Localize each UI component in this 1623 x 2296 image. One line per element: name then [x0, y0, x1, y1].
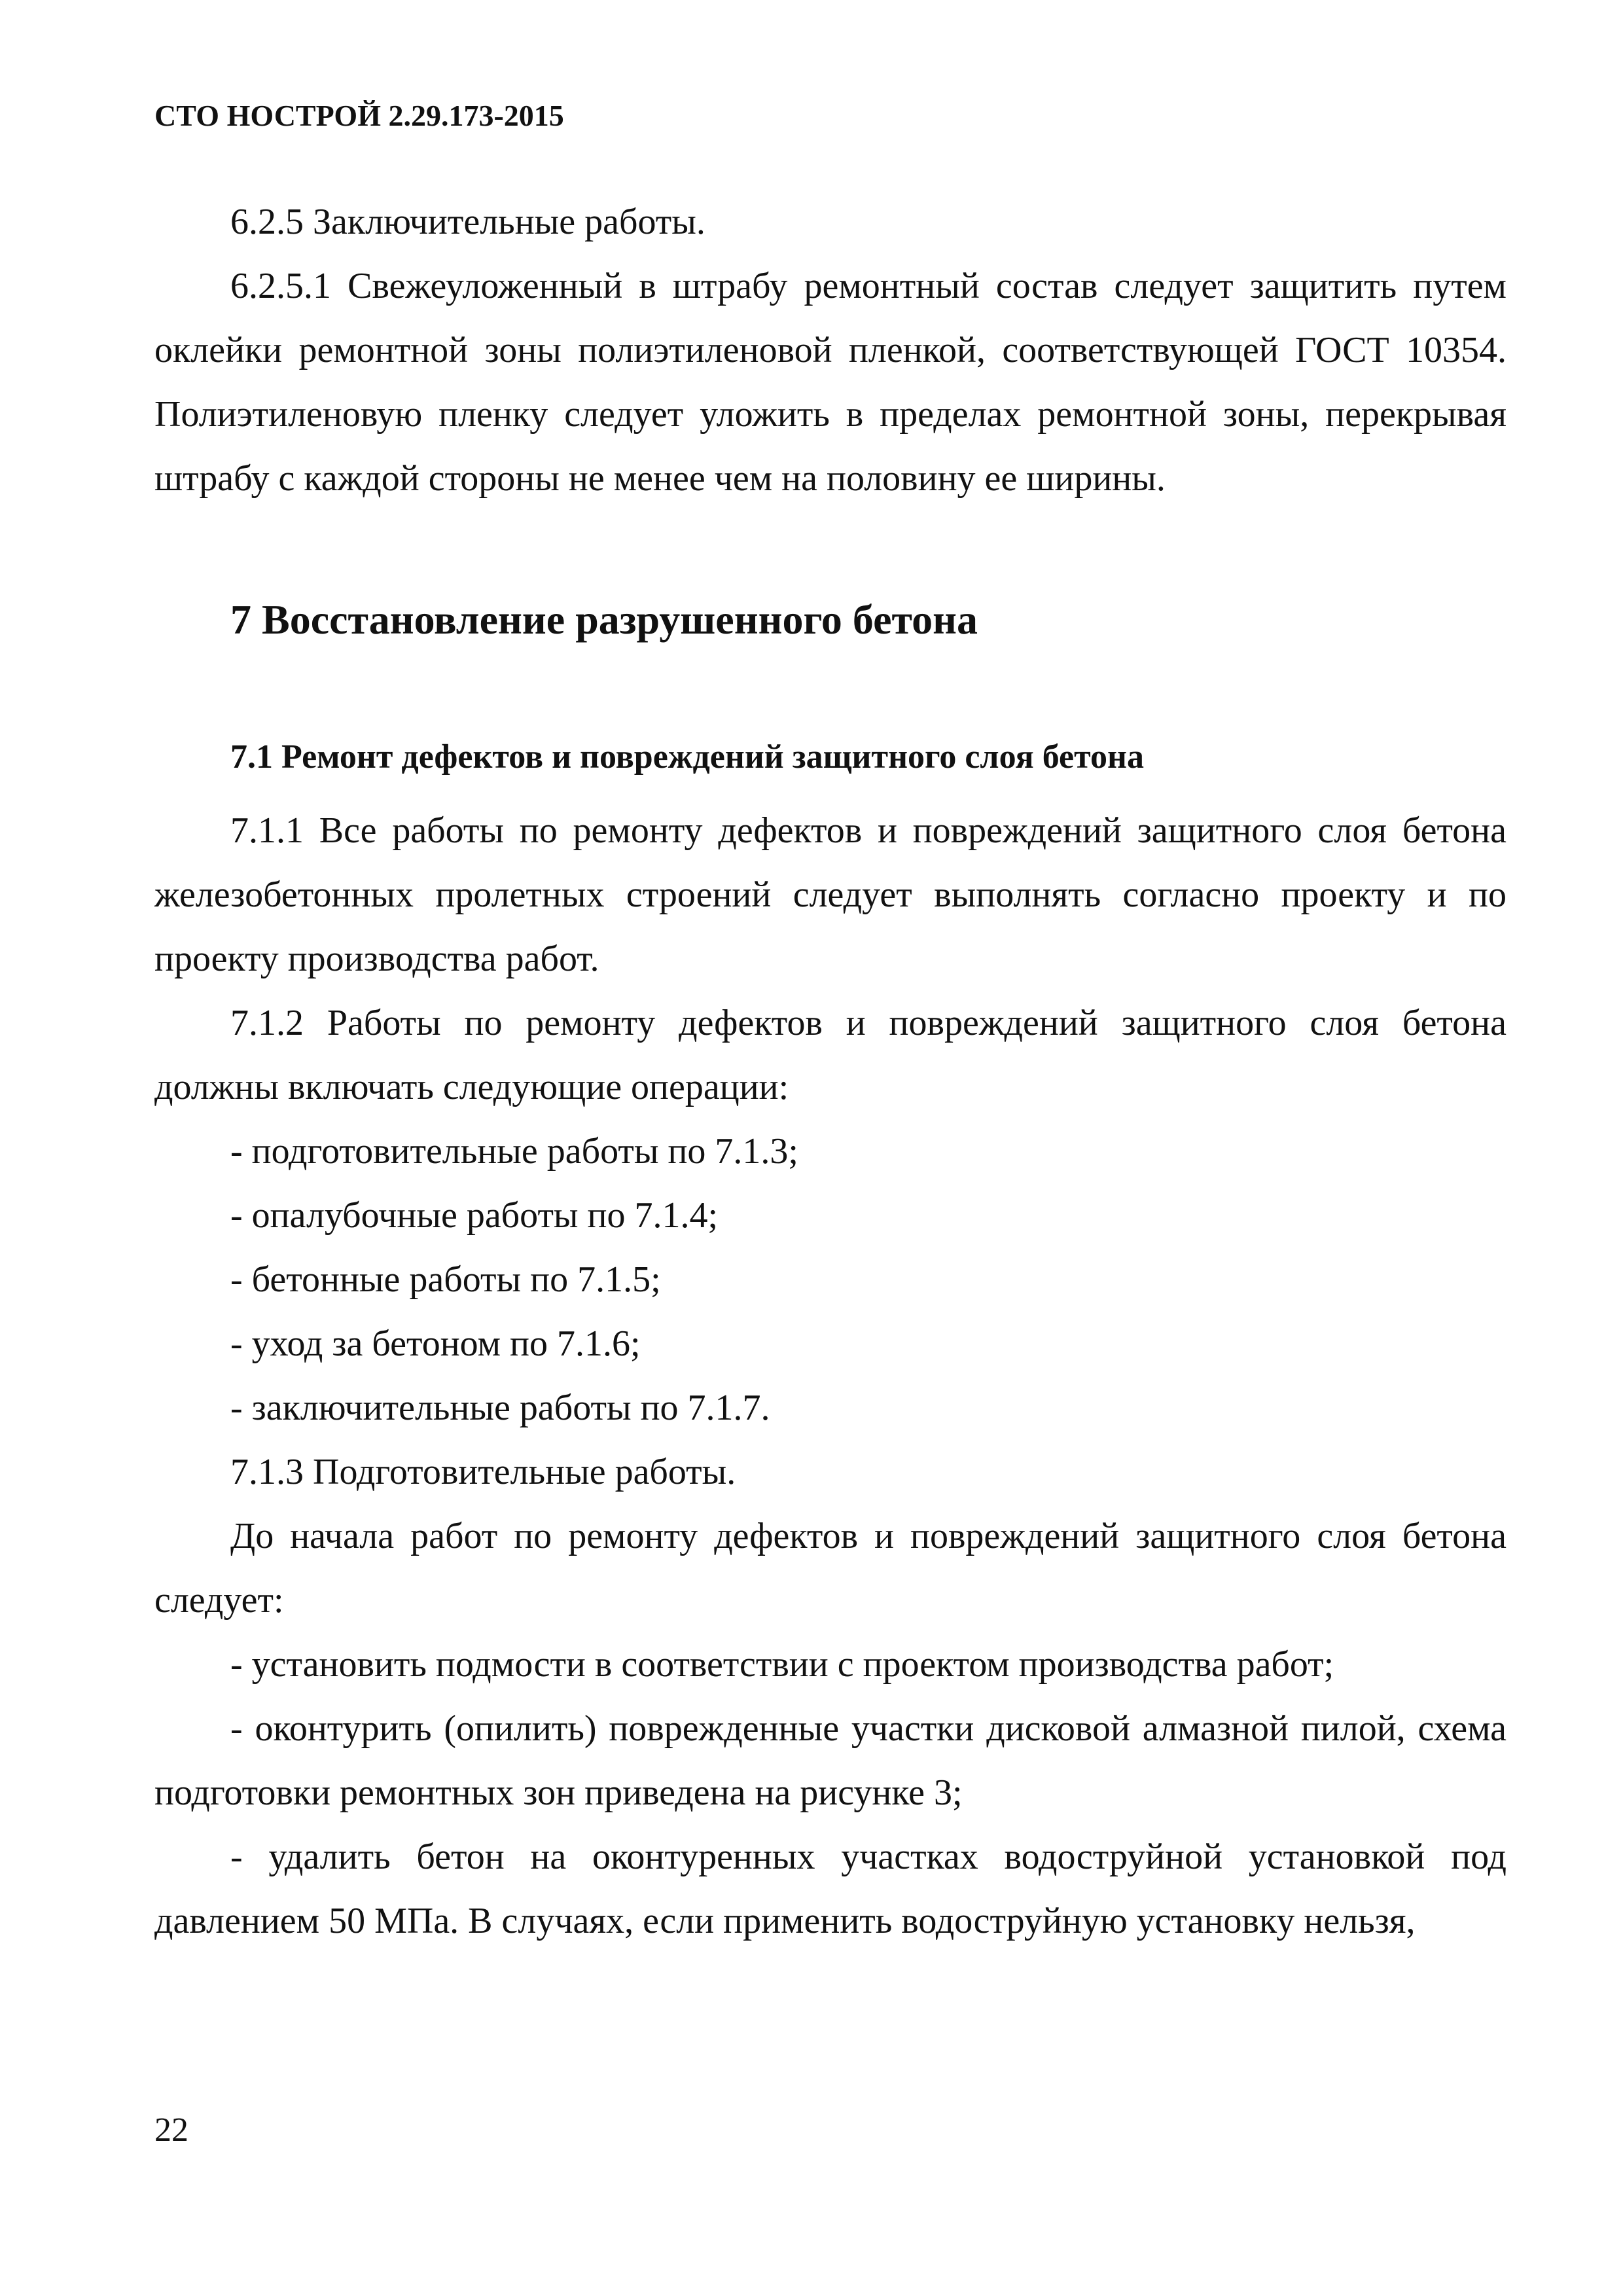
paragraph-7-1-2: 7.1.2 Работы по ремонту дефектов и повреждений защитного слоя бетона должны включать следующие операции:: [154, 1003, 1507, 1107]
list-item: - оконтурить (опилить) поврежденные участки дисковой алмазной пилой, схема подготовки ремонтных зон приведена на рисунке 3;: [154, 1708, 1507, 1813]
page-number: 22: [154, 2111, 188, 2149]
list-item: - уход за бетоном по 7.1.6;: [230, 1323, 641, 1364]
list-item: - подготовительные работы по 7.1.3;: [230, 1131, 798, 1172]
paragraph-6-2-5-1: 6.2.5.1 Свежеуложенный в штрабу ремонтный состав следует защитить путем оклейки ремонтной зоны полиэтиленовой пленкой, соответствующей ГОСТ 10354. Полиэтиленовую пленку следует уложить в пределах ремонтной зоны, перекрывая штрабу с каждой стороны не менее чем на половину ее ширины.: [154, 266, 1507, 499]
paragraph-7-1-1: 7.1.1 Все работы по ремонту дефектов и повреждений защитного слоя бетона железобетонных пролетных строений следует выполнять согласно проекту и по проекту производства работ.: [154, 810, 1507, 979]
paragraph-before-work: До начала работ по ремонту дефектов и повреждений защитного слоя бетона следует:: [154, 1516, 1507, 1621]
paragraph-6-2-5: 6.2.5 Заключительные работы.: [230, 202, 705, 242]
list-item: - бетонные работы по 7.1.5;: [230, 1259, 661, 1300]
text-block-6-2-5: [154, 190, 1507, 511]
list-item: - заключительные работы по 7.1.7.: [230, 1388, 770, 1428]
list-item: - опалубочные работы по 7.1.4;: [230, 1195, 719, 1236]
list-item: - установить подмости в соответствии с проектом производства работ;: [230, 1644, 1334, 1685]
document-header: СТО НОСТРОЙ 2.29.173-2015: [154, 99, 564, 132]
list-item: - удалить бетон на оконтуренных участках водоструйной установкой под давлением 50 МПа. В случаях, если применить водоструйную установку нельзя,: [154, 1837, 1507, 1941]
paragraph-7-1-3: 7.1.3 Подготовительные работы.: [230, 1452, 736, 1492]
text-block-7-1: [154, 798, 1507, 1953]
section-title: 7 Восстановление разрушенного бетона: [230, 596, 978, 643]
subsection-title: 7.1 Ремонт дефектов и повреждений защитного слоя бетона: [230, 738, 1144, 776]
